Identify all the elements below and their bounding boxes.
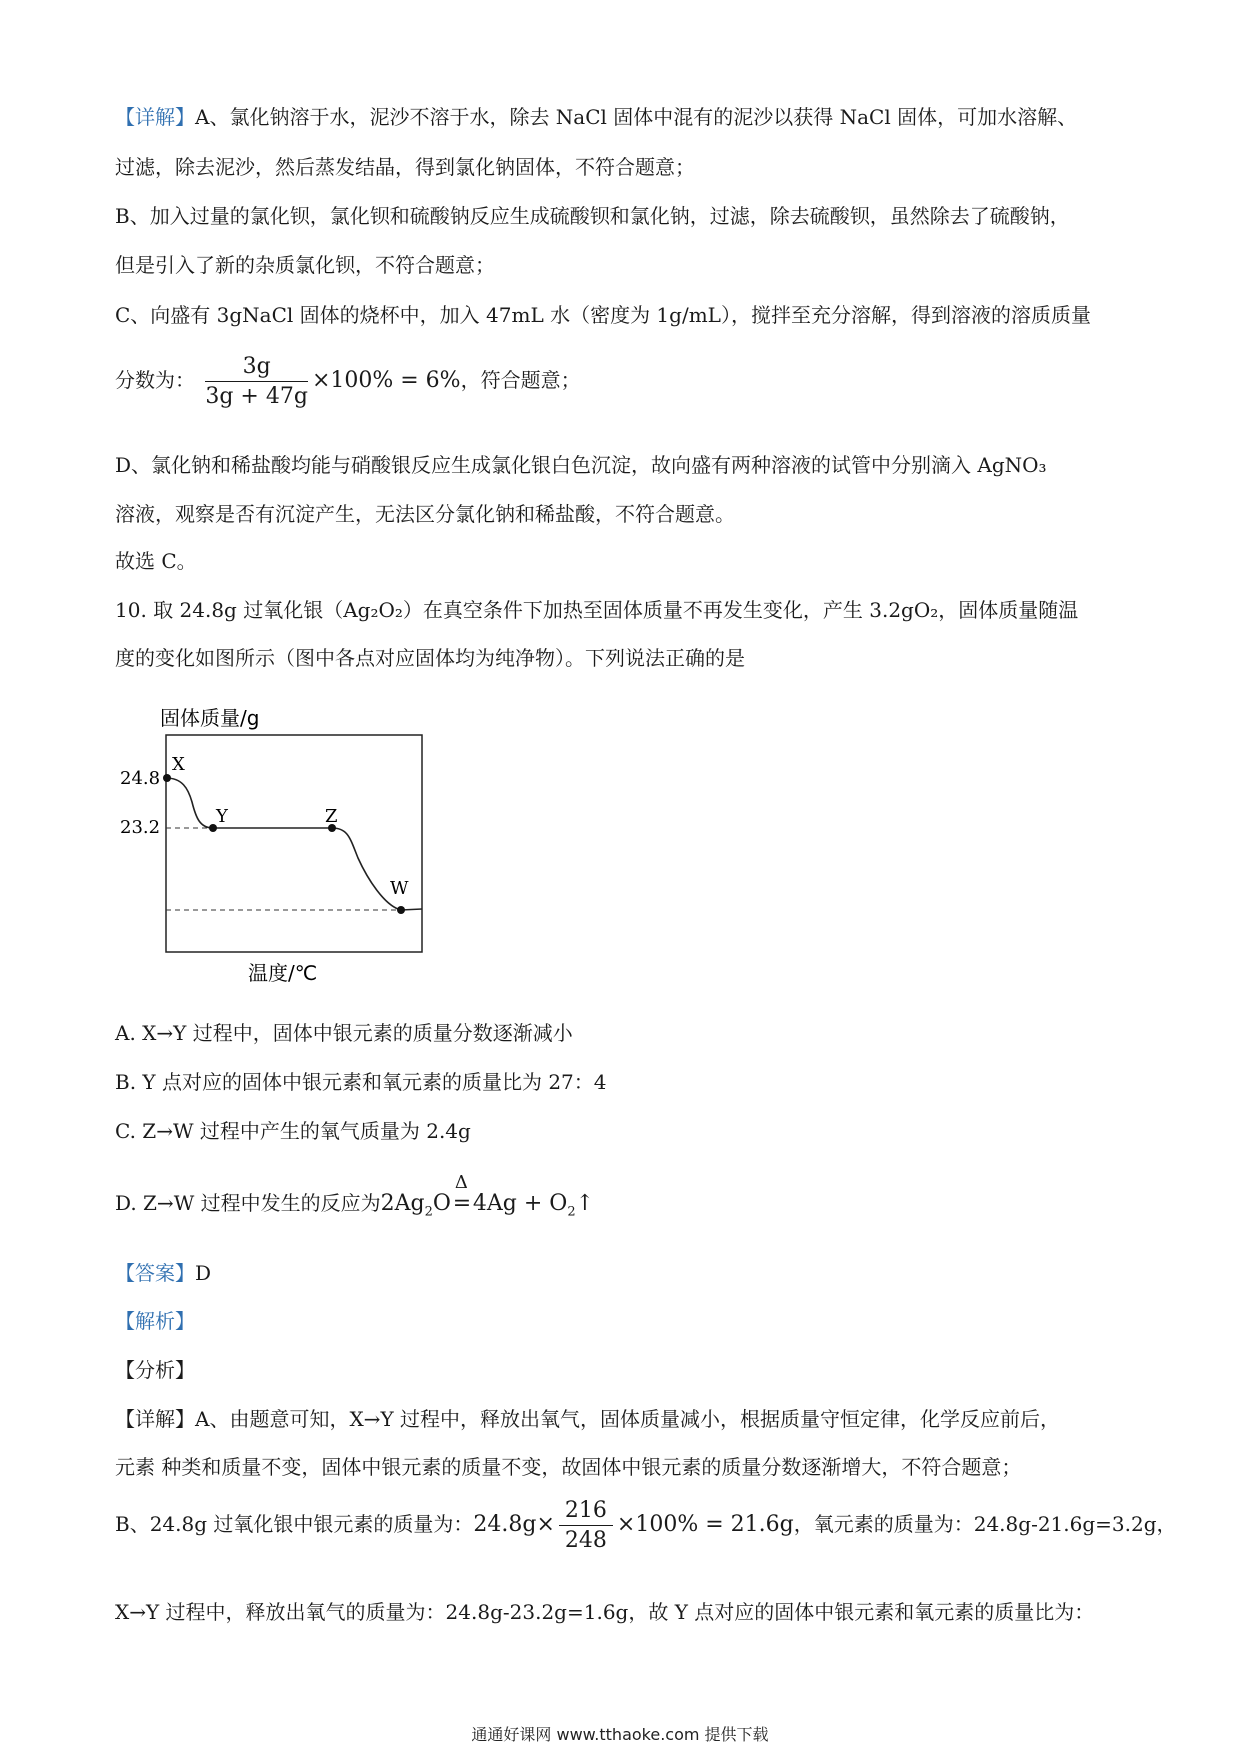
point-label-x: X [172,754,185,775]
y-axis-label: 固体质量/g [160,706,260,730]
point-label-w: W [390,878,409,899]
answer-value: D [195,1261,212,1285]
option-c: C. Z→W 过程中产生的氧气质量为 2.4g [115,1119,471,1143]
option-d [115,1172,595,1227]
fraction [205,354,308,409]
detail-line-d3: 故选 C。 [115,549,197,573]
page-footer: 通通好课网 www.tthaoke.com 提供下载 [471,1725,769,1744]
detail-line-5: C、向盛有 3gNaCl 固体的烧杯中，加入 47mL 水（密度为 1g/mL），搅拌至充分溶解，得到溶液的溶质质量 [115,303,1091,327]
reaction-left-text: 2Ag [380,1191,425,1216]
detail2-line-2: 元素 种类和质量不变，固体中银元素的质量不变，故固体中银元素的质量分数逐渐增大，不符合题意； [115,1455,1022,1479]
fraction-b-denominator: 248 [564,1528,607,1553]
formula-suffix: ，符合题意； [460,368,581,392]
question-line-1: 10. 取 24.8g 过氧化银（Ag₂O₂）在真空条件下加热至固体质量不再发生变化，产生 3.2gO₂，固体质量随温 [115,598,1079,622]
reaction-right-text: 4Ag + O [472,1191,568,1216]
reaction-right-sub: 2 [567,1204,576,1220]
detail2-tag: 【详解】 [115,1407,195,1431]
fraction-numerator: 3g [205,354,308,382]
formula-tail: ×100% = 6% [311,368,461,393]
point-x [163,774,171,782]
detail-line-d1: D、氯化钠和稀盐酸均能与硝酸银反应生成氯化银白色沉淀，故向盛有两种溶液的试管中分别滴入 AgNO₃ [115,453,1047,477]
option-a: A. X→Y 过程中，固体中银元素的质量分数逐渐减小 [115,1021,573,1045]
answer-tag: 【答案】 [115,1261,195,1285]
detail-line-2: 过滤，除去泥沙，然后蒸发结晶，得到氯化钠固体，不符合题意； [115,155,695,179]
detail-line-d2: 溶液，观察是否有沉淀产生，无法区分氯化钠和稀盐酸，不符合题意。 [115,502,735,526]
detail2-line-1 [115,1404,1060,1434]
mass-curve [166,778,422,910]
detail2-text: A、由题意可知，X→Y 过程中，释放出氧气，固体质量减小，根据质量守恒定律，化学反应前后， [195,1407,1060,1431]
gas-arrow: ↑ [575,1191,595,1216]
detail-line-1 [115,102,1077,132]
x-axis-label: 温度/℃ [248,961,318,985]
detail-text: A、氯化钠溶于水，泥沙不溶于水，除去 NaCl 固体中混有的泥沙以获得 NaCl 固体，可加水溶解、 [195,105,1078,129]
plot-frame [166,735,422,952]
fenxi-tag: 【分析】 [115,1358,195,1382]
fraction-b-numerator: 216 [559,1498,613,1526]
heat-symbol: Δ [454,1172,468,1193]
fraction-b [559,1498,613,1553]
reaction-condition [451,1172,473,1219]
equals-sign: = [452,1191,472,1216]
detail-tag: 【详解】 [115,105,195,129]
reaction-left-sub: 2 [424,1204,433,1220]
option-b: B. Y 点对应的固体中银元素和氧元素的质量比为 27：4 [115,1070,607,1094]
question-line-2: 度的变化如图所示（图中各点对应固体均为纯净物）。下列说法正确的是 [115,646,745,670]
formula-b-prefix: B、24.8g 过氧化银中银元素的质量为： [115,1512,474,1536]
formula-b-suffix: ，氧元素的质量为：24.8g-21.6g=3.2g， [793,1512,1177,1536]
point-label-y: Y [216,806,228,827]
formula-b-tail: ×100% = 21.6g [616,1512,794,1537]
y-tick-label-1: 24.8 [120,768,161,789]
detail-line-3: B、加入过量的氯化钡，氯化钡和硫酸钠反应生成硫酸钡和氯化钠，过滤，除去硫酸钡，虽然除去了硫酸钠， [115,204,1070,228]
point-w [397,906,405,914]
option-d-prefix: D. Z→W 过程中发生的反应为 [115,1191,381,1215]
point-label-z: Z [325,806,338,827]
y-tick-label-2: 23.2 [120,817,161,838]
formula-prefix: 分数为： [115,368,195,392]
reaction-left-tail: O [432,1191,451,1216]
formula-line-c [115,354,581,409]
detail2-line-4: X→Y 过程中，释放出氧气的质量为：24.8g-23.2g=1.6g，故 Y 点对应的固体中银元素和氧元素的质量比为： [115,1600,1095,1624]
formula-b-lead: 24.8g× [473,1512,555,1537]
analysis-tag: 【解析】 [115,1309,195,1333]
reaction-left [380,1191,451,1220]
mass-temperature-chart [110,700,440,990]
reaction-right [472,1191,576,1220]
answer-line [115,1258,211,1288]
fraction-denominator: 3g + 47g [205,384,308,409]
detail-line-4: 但是引入了新的杂质氯化钡，不符合题意； [115,253,495,277]
formula-line-b [115,1498,1177,1553]
